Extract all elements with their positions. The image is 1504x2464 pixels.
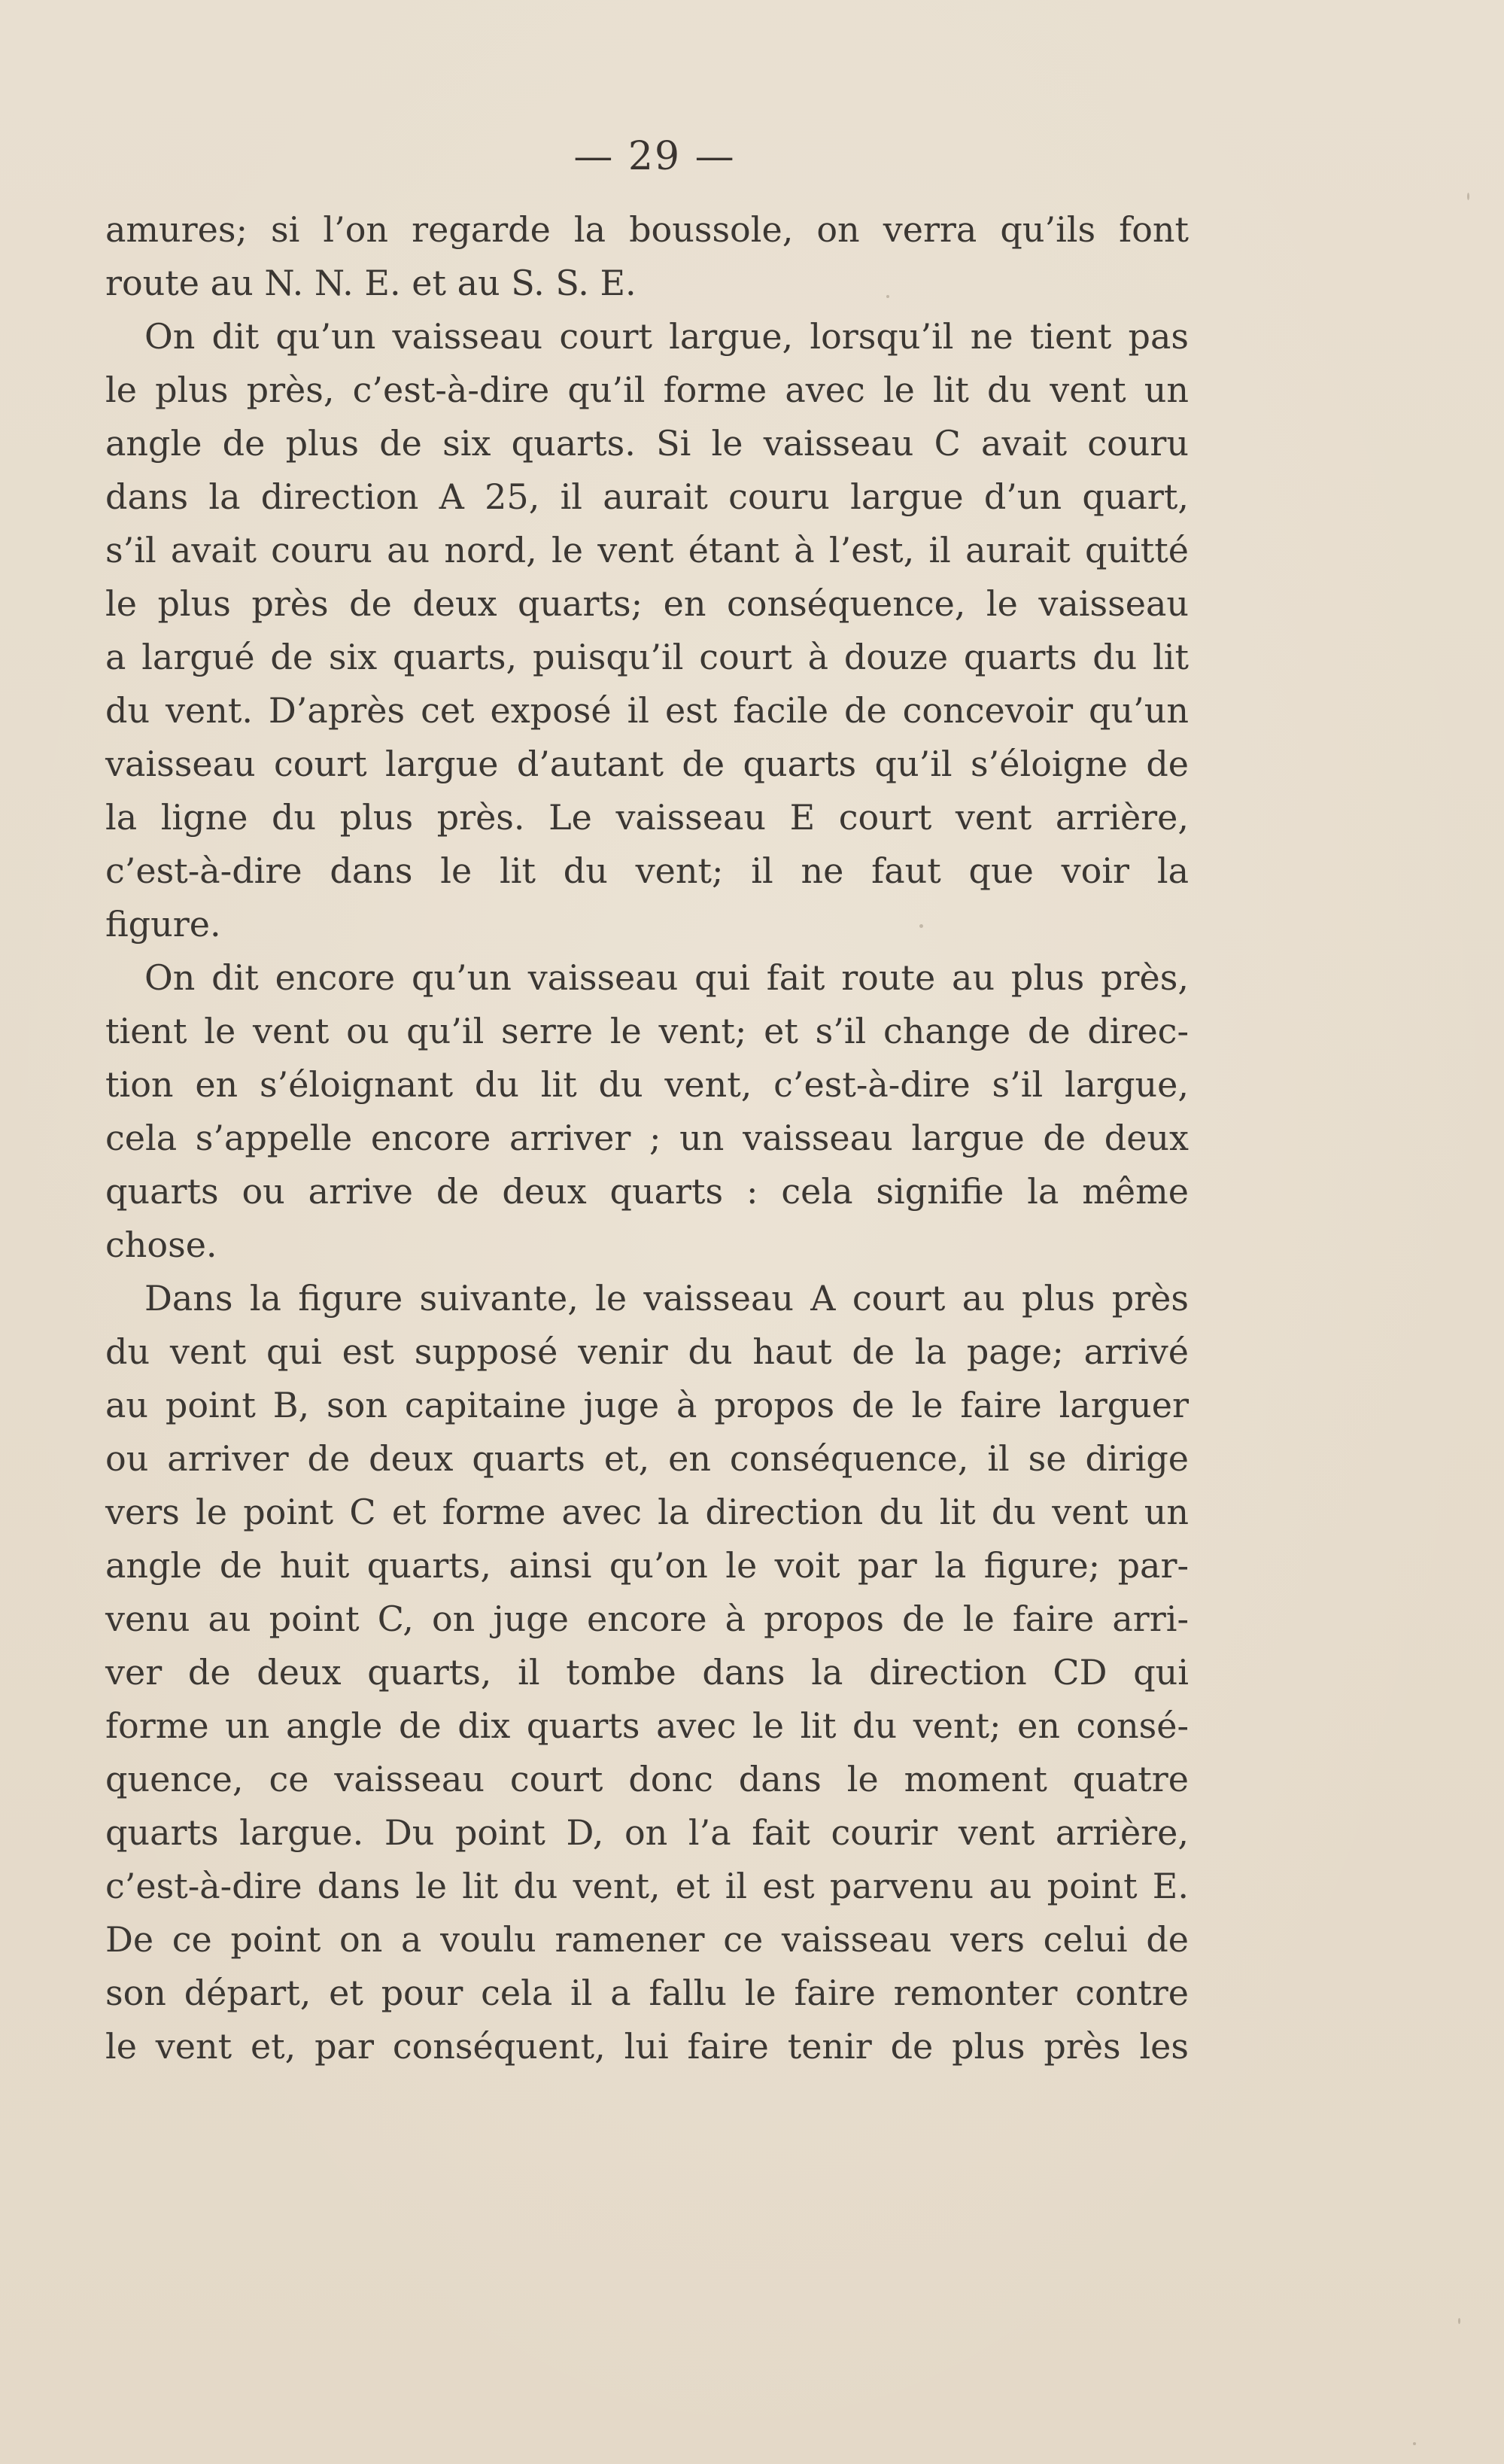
text-line: c’est-à-dire dans le lit du vent, et il est parvenu au point E.	[105, 1866, 1189, 1906]
paper-speck	[919, 924, 923, 928]
paper-speck	[1467, 193, 1469, 200]
text-line: vers le point C et forme avec la direction du lit du vent un	[105, 1492, 1189, 1532]
text-line: a largué de six quarts, puisqu’il court à douze quarts du lit	[105, 637, 1189, 677]
text-line: angle de plus de six quarts. Si le vaisseau C avait couru	[105, 423, 1189, 464]
text-line: au point B, son capitaine juge à propos de le faire larguer	[105, 1385, 1189, 1425]
page-number: — 29 —	[573, 134, 736, 179]
text-line: vaisseau court largue d’autant de quarts qu’il s’éloigne de	[105, 744, 1189, 784]
text-line: tient le vent ou qu’il serre le vent; et s’il change de direc-	[105, 1011, 1189, 1051]
text-line: cela s’appelle encore arriver ; un vaisseau largue de deux	[105, 1118, 1189, 1158]
paragraph-start-line: Dans la figure suivante, le vaisseau A court au plus près	[144, 1278, 1189, 1319]
paragraph-start-line: On dit qu’un vaisseau court largue, lorsqu’il ne tient pas	[144, 316, 1189, 357]
text-line: quarts largue. Du point D, on l’a fait courir vent arrière,	[105, 1812, 1189, 1853]
text-line: tion en s’éloignant du lit du vent, c’est-à-dire s’il largue,	[105, 1064, 1189, 1105]
text-line: du vent. D’après cet exposé il est facile de concevoir qu’un	[105, 690, 1189, 731]
text-line: le plus près, c’est-à-dire qu’il forme avec le lit du vent un	[105, 370, 1189, 410]
text-line: c’est-à-dire dans le lit du vent; il ne faut que voir la	[105, 850, 1189, 891]
text-line: chose.	[105, 1224, 217, 1265]
text-line: la ligne du plus près. Le vaisseau E court vent arrière,	[105, 797, 1189, 838]
body-text	[105, 203, 1189, 2073]
paragraph-start-line: On dit encore qu’un vaisseau qui fait route au plus près,	[144, 957, 1189, 998]
text-line: angle de huit quarts, ainsi qu’on le voit par la figure; par-	[105, 1545, 1189, 1586]
paper-speck	[1458, 2318, 1460, 2324]
text-line: route au N. N. E. et au S. S. E.	[105, 263, 637, 303]
text-line: le vent et, par conséquent, lui faire tenir de plus près les	[105, 2026, 1189, 2067]
text-line: le plus près de deux quarts; en conséquence, le vaisseau	[105, 583, 1189, 624]
text-line: ver de deux quarts, il tombe dans la direction CD qui	[105, 1652, 1189, 1693]
text-line: figure.	[105, 904, 221, 945]
text-line: du vent qui est supposé venir du haut de la page; arrivé	[105, 1331, 1189, 1372]
paper-speck	[1413, 2442, 1416, 2445]
text-line: quarts ou arrive de deux quarts : cela signifie la même	[105, 1171, 1189, 1212]
text-line: son départ, et pour cela il a fallu le faire remonter contre	[105, 1973, 1189, 2013]
text-line: De ce point on a voulu ramener ce vaisseau vers celui de	[105, 1919, 1189, 1960]
text-line: s’il avait couru au nord, le vent étant à l’est, il aurait quitté	[105, 530, 1189, 570]
text-line: venu au point C, on juge encore à propos de le faire arri-	[105, 1599, 1189, 1639]
text-line: ou arriver de deux quarts et, en conséquence, il se dirige	[105, 1438, 1189, 1479]
text-line: amures; si l’on regarde la boussole, on verra qu’ils font	[105, 209, 1189, 250]
text-line: quence, ce vaisseau court donc dans le moment quatre	[105, 1759, 1189, 1799]
paper-speck	[886, 295, 889, 298]
text-line: forme un angle de dix quarts avec le lit du vent; en consé-	[105, 1705, 1189, 1746]
text-line: dans la direction A 25, il aurait couru largue d’un quart,	[105, 476, 1189, 517]
